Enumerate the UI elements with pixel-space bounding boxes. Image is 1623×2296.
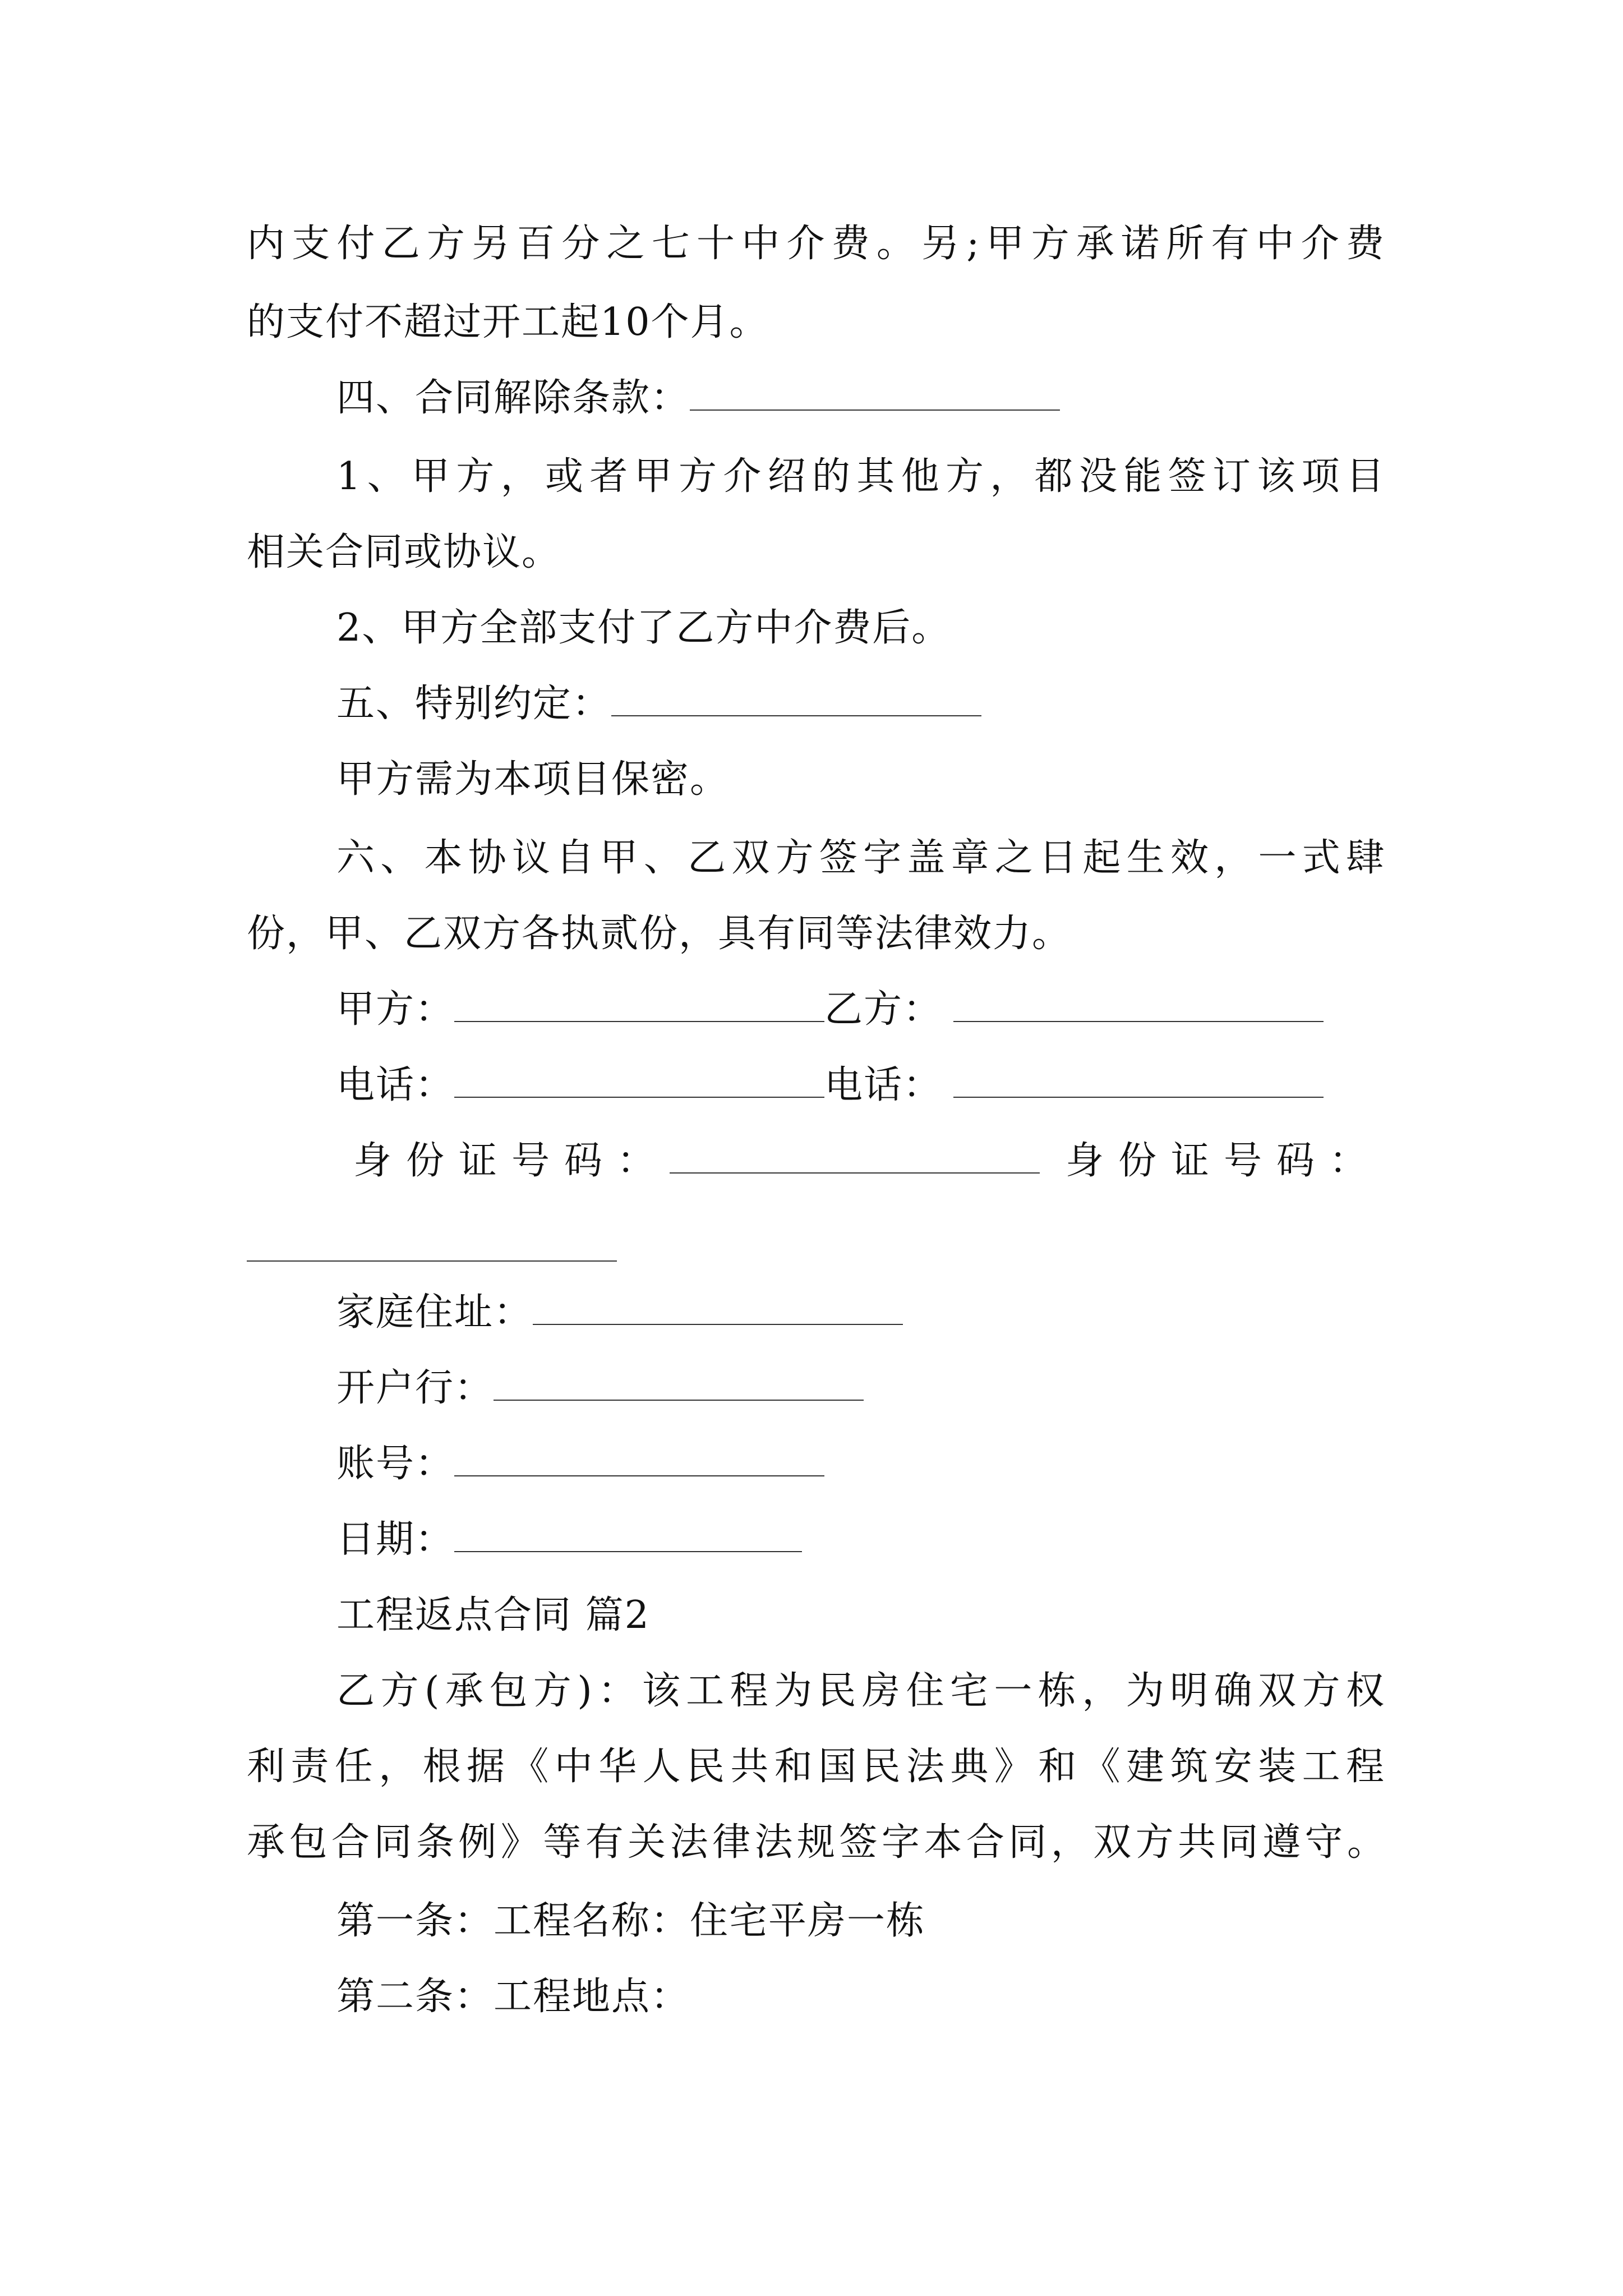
form-row [336, 1290, 903, 1335]
id-b-label: 身份证号码： [1066, 1139, 1382, 1183]
blank-underline [533, 1290, 903, 1325]
article-line: 第一条：工程名称：住宅平房一栋 [336, 1899, 926, 1943]
id-row [1066, 1139, 1382, 1184]
id-a-label: 身份证号码： [353, 1139, 670, 1183]
bank-label: 开户行： [336, 1366, 494, 1410]
paragraph-line: 利责任，根据《中华人民共和国民法典》和《建筑安装工程 [247, 1745, 1385, 1789]
blank-underline [454, 987, 824, 1022]
paragraph-line: 六、本协议自甲、乙双方签字盖章之日起生效，一式肆 [336, 836, 1385, 880]
id-row [353, 1139, 1040, 1184]
signature-row [336, 987, 1324, 1032]
blank-underline [611, 682, 981, 716]
form-row [336, 1366, 864, 1411]
paragraph-line: 承包合同条例》等有关法律法规签字本合同，双方共同遵守。 [247, 1820, 1385, 1865]
blank-underline [494, 1366, 864, 1401]
signature-row [336, 1063, 1324, 1108]
paragraph-line: 份，甲、乙双方各执贰份，具有同等法律效力。 [247, 912, 1072, 956]
phone-a-label: 电话： [336, 1063, 455, 1107]
blank-underline [670, 1139, 1040, 1174]
form-row [336, 1442, 824, 1487]
party-b-label: 乙方： [824, 987, 943, 1032]
paragraph-line: 内支付乙方另百分之七十中介费。另;甲方承诺所有中介费 [247, 222, 1385, 266]
date-label: 日期： [336, 1517, 455, 1562]
blank-underline [247, 1259, 617, 1262]
clause-heading [336, 376, 1060, 421]
blank-underline [454, 1442, 824, 1476]
form-row [336, 1517, 802, 1562]
blank-underline [690, 376, 1060, 411]
paragraph-line: 相关合同或协议。 [247, 530, 561, 574]
article-line: 第二条：工程地点： [336, 1975, 690, 2019]
party-a-label: 甲方： [336, 987, 455, 1032]
section-title: 工程返点合同 篇2 [336, 1593, 650, 1637]
account-label: 账号： [336, 1442, 455, 1486]
paragraph-line: 乙方(承包方)：该工程为民房住宅一栋，为明确双方权 [336, 1669, 1385, 1713]
clause-heading [336, 682, 981, 726]
phone-b-label: 电话： [824, 1063, 943, 1107]
paragraph-line: 1、甲方，或者甲方介绍的其他方，都没能签订该项目 [336, 454, 1385, 499]
paragraph-line: 的支付不超过开工起10个月。 [247, 300, 769, 344]
clause-heading-text: 四、合同解除条款： [336, 376, 690, 420]
blank-underline [953, 1063, 1324, 1098]
clause-heading-text: 五、特别约定： [336, 682, 612, 726]
blank-underline [454, 1063, 824, 1098]
address-label: 家庭住址： [336, 1290, 533, 1335]
blank-underline [953, 987, 1324, 1022]
blank-underline [454, 1517, 802, 1552]
paragraph-line: 2、甲方全部支付了乙方中介费后。 [336, 606, 951, 650]
paragraph-line: 甲方需为本项目保密。 [336, 757, 730, 802]
